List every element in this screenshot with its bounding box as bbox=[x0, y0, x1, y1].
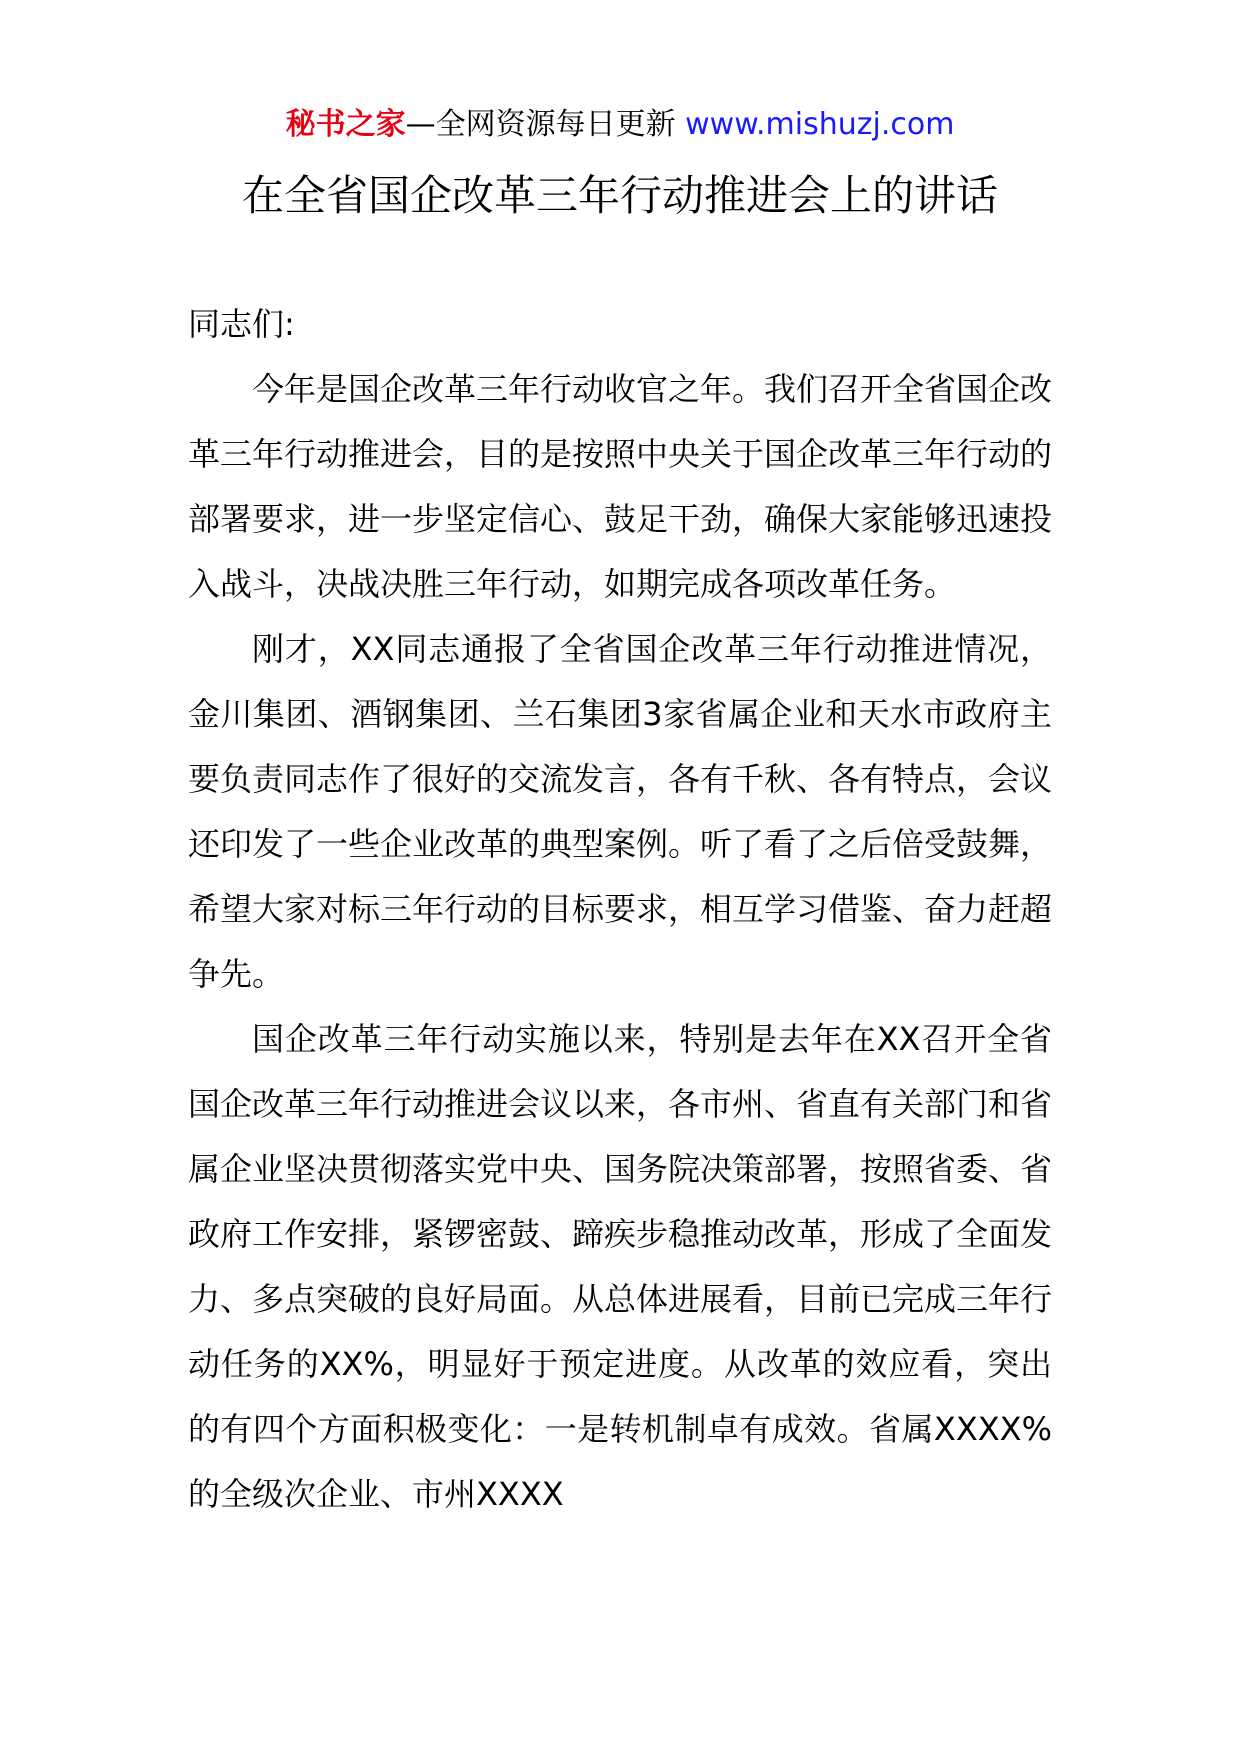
brand-tagline: —全网资源每日更新 bbox=[405, 107, 676, 142]
paragraph: 今年是国企改革三年行动收官之年。我们召开全省国企改革三年行动推进会，目的是按照中央关于国企改革三年行动的部署要求，进一步坚定信心、鼓足干劲，确保大家能够迅速投入战斗，决战决胜三年行动，如期完成各项改革任务。 bbox=[188, 370, 1053, 603]
salutation: 同志们: bbox=[188, 305, 295, 343]
document-body bbox=[188, 292, 1052, 1527]
brand-name: 秘书之家 bbox=[285, 107, 406, 142]
paragraph: 国企改革三年行动实施以来，特别是去年在XX召开全省国企改革三年行动推进会议以来，各市州、省直有关部门和省属企业坚决贯彻落实党中央、国务院决策部署，按照省委、省政府工作安排，紧锣密鼓、蹄疾步稳推动改革，形成了全面发力、多点突破的良好局面。从总体进展看，目前已完成三年行动任务的XX%，明显好于预定进度。从改革的效应看，突出的有四个方面积极变化：一是转机制卓有成效。省属XXXX%的全级次企业、市州XXXX bbox=[188, 1020, 1053, 1513]
site-url-link[interactable]: www.mishuzj.com bbox=[685, 107, 955, 142]
document-title: 在全省国企改革三年行动推进会上的讲话 bbox=[241, 171, 998, 220]
paragraph: 刚才，XX同志通报了全省国企改革三年行动推进情况，金川集团、酒钢集团、兰石集团3家省属企业和天水市政府主要负责同志作了很好的交流发言，各有千秋、各有特点，会议还印发了一些企业改革的典型案例。听了看了之后倍受鼓舞，希望大家对标三年行动的目标要求，相互学习借鉴、奋力赶超争先。 bbox=[188, 630, 1053, 993]
site-header bbox=[0, 100, 1240, 150]
